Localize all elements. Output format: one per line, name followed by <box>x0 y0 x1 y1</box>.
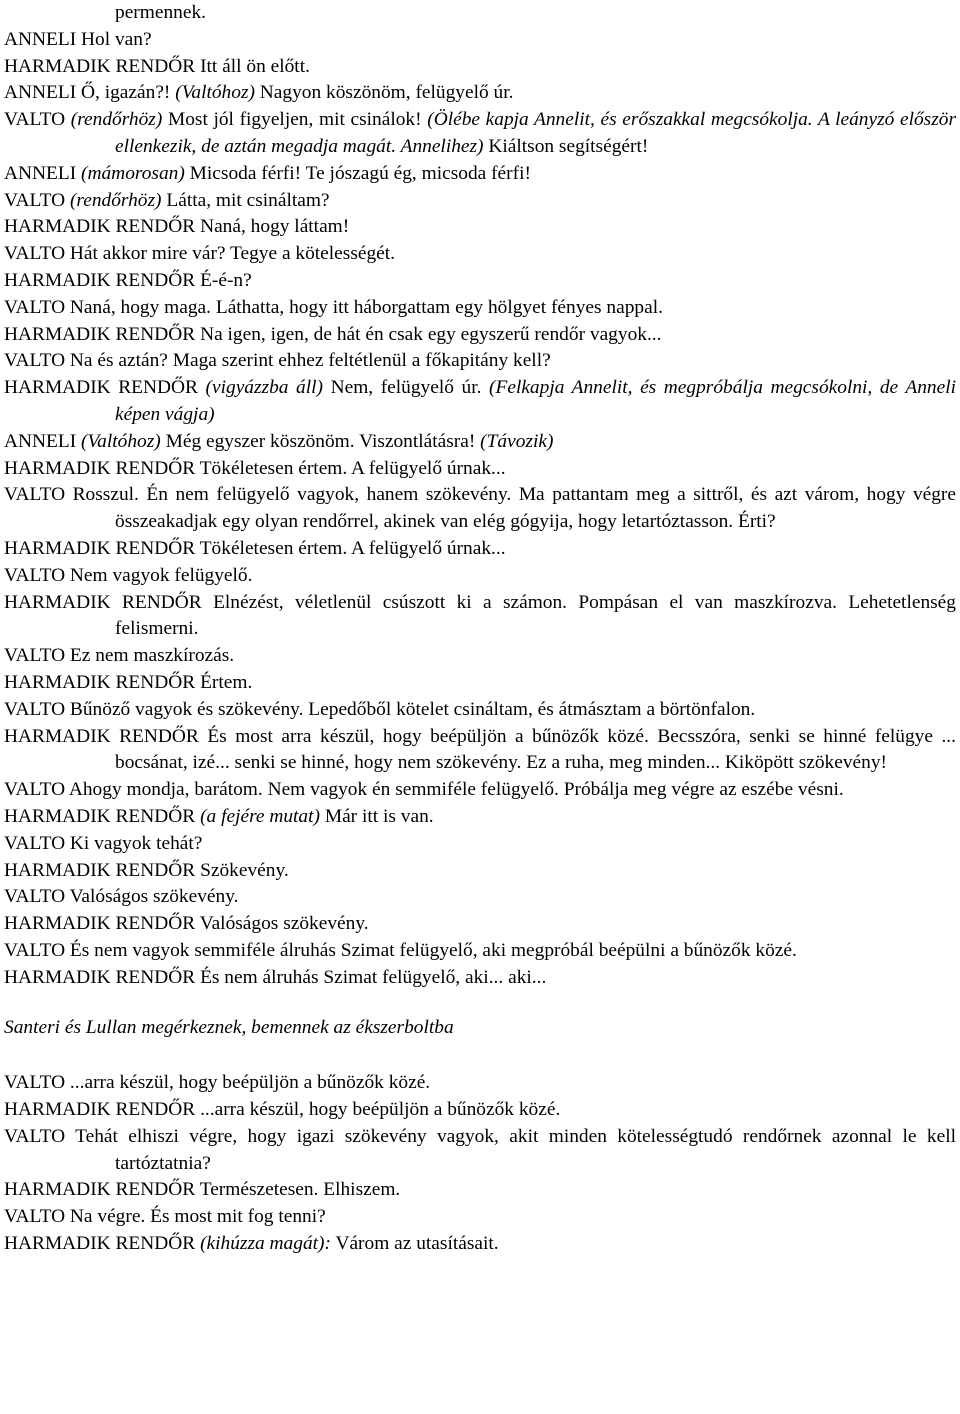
dialogue-line <box>4 884 956 911</box>
dialogue-line <box>4 670 956 697</box>
speaker-name: VALTO <box>4 350 66 372</box>
dialogue-text: Itt áll ön előtt. <box>195 55 310 77</box>
dialogue-text: És nem vagyok semmiféle álruhás Szimat felügyelő, aki megpróbál beépülni a bűnözők közé. <box>65 939 797 961</box>
speaker-name: VALTO <box>4 645 66 667</box>
dialogue-line <box>4 911 956 938</box>
speaker-name: VALTO <box>4 886 66 908</box>
dialogue-text: ...arra készül, hogy beépüljön a bűnözők közé. <box>65 1072 431 1094</box>
dialogue-text: Nagyon köszönöm, felügyelő úr. <box>254 82 514 104</box>
dialogue-line <box>4 1231 956 1258</box>
speaker-name: VALTO <box>4 109 66 131</box>
speaker-name: HARMADIK RENDŐR <box>4 323 196 345</box>
continuation-text: permennek. <box>115 2 206 23</box>
stage-direction: (mámorosan) <box>81 162 185 184</box>
dialogue-text: Naná, hogy maga. Láthatta, hogy itt háborgattam egy hölgyet fényes nappal. <box>65 296 663 318</box>
speaker-name: ANNELI <box>4 28 77 50</box>
dialogue-text: Tökéletesen értem. A felügyelő úrnak... <box>195 457 506 479</box>
stage-direction: (rendőrhöz) <box>70 109 163 131</box>
speaker-name: HARMADIK RENDŐR <box>4 377 198 399</box>
speaker-name: HARMADIK RENDŐR <box>4 55 196 77</box>
dialogue-line <box>4 536 956 563</box>
dialogue-line <box>4 375 956 429</box>
stage-direction: (Felkapja Annelit, és megpróbálja megcsókolni, de Anneli képen vágja) <box>115 377 956 425</box>
dialogue-line <box>4 563 956 590</box>
stage-direction: (kihúzza magát): <box>200 1233 331 1255</box>
dialogue-text: Most jól figyeljen, mit csinálok! <box>162 109 428 131</box>
dialogue-line <box>4 1124 956 1178</box>
speaker-name: HARMADIK RENDŐR <box>4 859 196 881</box>
speaker-name: HARMADIK RENDŐR <box>4 216 196 238</box>
speaker-name: HARMADIK RENDŐR <box>4 725 199 747</box>
speaker-name: ANNELI <box>4 162 77 184</box>
speaker-name: VALTO <box>4 779 66 801</box>
speaker-name: HARMADIK RENDŐR <box>4 1233 196 1255</box>
dialogue-line <box>4 161 956 188</box>
stage-direction: (Valtóhoz) <box>81 430 161 452</box>
dialogue-line <box>4 938 956 965</box>
dialogue-line <box>4 724 956 778</box>
speaker-name: ANNELI <box>4 82 77 104</box>
dialogue-text: Már itt is van. <box>319 805 434 827</box>
scene-direction <box>4 1015 956 1042</box>
dialogue-line <box>4 831 956 858</box>
speaker-name: VALTO <box>4 564 66 586</box>
speaker-name: VALTO <box>4 1125 66 1147</box>
dialogue-text: Na és aztán? Maga szerint ehhez feltétlenül a főkapitány kell? <box>65 350 551 372</box>
speaker-name: ANNELI <box>4 430 77 452</box>
speaker-name: VALTO <box>4 1206 66 1228</box>
scene-direction-text: Santeri és Lullan megérkeznek, bemennek az ékszerboltba <box>4 1017 454 1039</box>
dialogue-text: És nem álruhás Szimat felügyelő, aki... aki... <box>195 966 547 988</box>
dialogue-text: Látta, mit csináltam? <box>161 189 330 211</box>
speaker-name: VALTO <box>4 698 66 720</box>
speaker-name: HARMADIK RENDŐR <box>4 966 196 988</box>
dialogue-text: Még egyszer köszönöm. Viszontlátásra! <box>160 430 481 452</box>
dialogue-line <box>4 643 956 670</box>
dialogue-line <box>4 697 956 724</box>
dialogue-line <box>4 188 956 215</box>
dialogue-text: Ahogy mondja, barátom. Nem vagyok én semmiféle felügyelő. Próbálja meg végre az eszébe vésni. <box>65 779 844 801</box>
stage-direction: (vigyázzba áll) <box>205 377 323 399</box>
dialogue-line <box>4 429 956 456</box>
dialogue-line <box>4 1177 956 1204</box>
dialogue-line <box>4 1070 956 1097</box>
dialogue-line <box>4 777 956 804</box>
dialogue-text: Nem vagyok felügyelő. <box>65 564 253 586</box>
dialogue-text: Nem, felügyelő úr. <box>323 377 490 399</box>
speaker-name: HARMADIK RENDŐR <box>4 671 196 693</box>
dialogue-text: ...arra készül, hogy beépüljön a bűnözők közé. <box>195 1099 561 1121</box>
dialogue-text: Na végre. És most mit fog tenni? <box>65 1206 326 1228</box>
dialogue-text: És most arra készül, hogy beépüljön a bűnözők közé. Becsszóra, senki se hinné felügye ... bocsánat, izé... senki se hinné, hogy nem szökevény. Ez a ruha, meg minden... Kiköpött szökevény! <box>115 725 957 774</box>
dialogue-text: Micsoda férfi! Te jószagú ég, micsoda férfi! <box>184 162 531 184</box>
dialogue-line <box>4 858 956 885</box>
dialogue-line <box>4 214 956 241</box>
dialogue-text: Ki vagyok tehát? <box>65 832 203 854</box>
speaker-name: VALTO <box>4 243 66 265</box>
speaker-name: HARMADIK RENDŐR <box>4 457 196 479</box>
dialogue-text: Valóságos szökevény. <box>65 886 239 908</box>
speaker-name: VALTO <box>4 939 66 961</box>
dialogue-text: Rosszul. Én nem felügyelő vagyok, hanem szökevény. Ma pattantam meg a sittről, és azt várom, hogy végre összeakadjak egy olyan rendőrrel, akinek van elég gógyija, hogy letartóztasson. Érti? <box>65 484 956 533</box>
dialogue-list <box>4 0 956 1258</box>
stage-direction: (rendőrhöz) <box>69 189 162 211</box>
speaker-name: HARMADIK RENDŐR <box>4 1179 196 1201</box>
dialogue-text: Hát akkor mire vár? Tegye a kötelességét. <box>65 243 396 265</box>
speaker-name: VALTO <box>4 484 66 506</box>
dialogue-text <box>198 377 206 398</box>
dialogue-line <box>4 804 956 831</box>
dialogue-line <box>4 27 956 54</box>
dialogue-line <box>4 241 956 268</box>
stage-direction: (a fejére mutat) <box>200 805 320 827</box>
dialogue-line <box>4 268 956 295</box>
dialogue-text: Ez nem maszkírozás. <box>65 645 235 667</box>
speaker-name: HARMADIK RENDŐR <box>4 913 196 935</box>
dialogue-text: Elnézést, véletlenül csúszott ki a számon. Pompásan el van maszkírozva. Lehetetlenség felismerni. <box>115 591 956 640</box>
dialogue-line <box>4 322 956 349</box>
speaker-name: VALTO <box>4 1072 66 1094</box>
speaker-name: VALTO <box>4 296 66 318</box>
dialogue-text: Szökevény. <box>195 859 289 881</box>
dialogue-text: Bűnöző vagyok és szökevény. Lepedőből kötelet csináltam, és átmásztam a börtönfalon. <box>65 698 756 720</box>
dialogue-text: Ő, igazán?! <box>76 82 176 104</box>
stage-direction: (Ölébe kapja Annelit, és erőszakkal megcsókolja. A leányzó először ellenkezik, de aztán megadja magát. Annelihez) <box>115 109 956 157</box>
speaker-name: HARMADIK RENDŐR <box>4 537 196 559</box>
dialogue-text: Kiáltson segítségért! <box>483 135 649 157</box>
dialogue-text: Várom az utasításait. <box>330 1233 499 1255</box>
dialogue-line <box>4 54 956 81</box>
dialogue-line <box>4 590 956 644</box>
dialogue-line <box>4 1204 956 1231</box>
dialogue-line <box>4 1097 956 1124</box>
dialogue-text: Naná, hogy láttam! <box>195 216 350 238</box>
dialogue-line <box>4 482 956 536</box>
dialogue-continuation <box>4 0 956 27</box>
dialogue-text: Na igen, igen, de hát én csak egy egyszerű rendőr vagyok... <box>195 323 662 345</box>
dialogue-line <box>4 80 956 107</box>
dialogue-line <box>4 456 956 483</box>
speaker-name: HARMADIK RENDŐR <box>4 269 196 291</box>
dialogue-text: Természetesen. Elhiszem. <box>195 1179 401 1201</box>
dialogue-text: Tehát elhiszi végre, hogy igazi szökevény vagyok, akit minden kötelességtudó rendőrnek azonnal le kell tartóztatnia? <box>65 1125 956 1174</box>
dialogue-line <box>4 107 956 161</box>
dialogue-line <box>4 348 956 375</box>
dialogue-text: Valóságos szökevény. <box>195 913 369 935</box>
dialogue-text: É-é-n? <box>195 269 252 291</box>
dialogue-text: Értem. <box>195 671 253 693</box>
speaker-name: HARMADIK RENDŐR <box>4 805 196 827</box>
speaker-name: HARMADIK RENDŐR <box>4 1099 196 1121</box>
dialogue-line <box>4 965 956 992</box>
speaker-name: HARMADIK RENDŐR <box>4 591 202 613</box>
dialogue-text: Tökéletesen értem. A felügyelő úrnak... <box>195 537 506 559</box>
stage-direction: (Távozik) <box>480 430 554 452</box>
stage-direction: (Valtóhoz) <box>175 82 255 104</box>
speaker-name: VALTO <box>4 832 66 854</box>
speaker-name: VALTO <box>4 189 66 211</box>
dialogue-line <box>4 295 956 322</box>
dialogue-text: Hol van? <box>76 28 152 50</box>
